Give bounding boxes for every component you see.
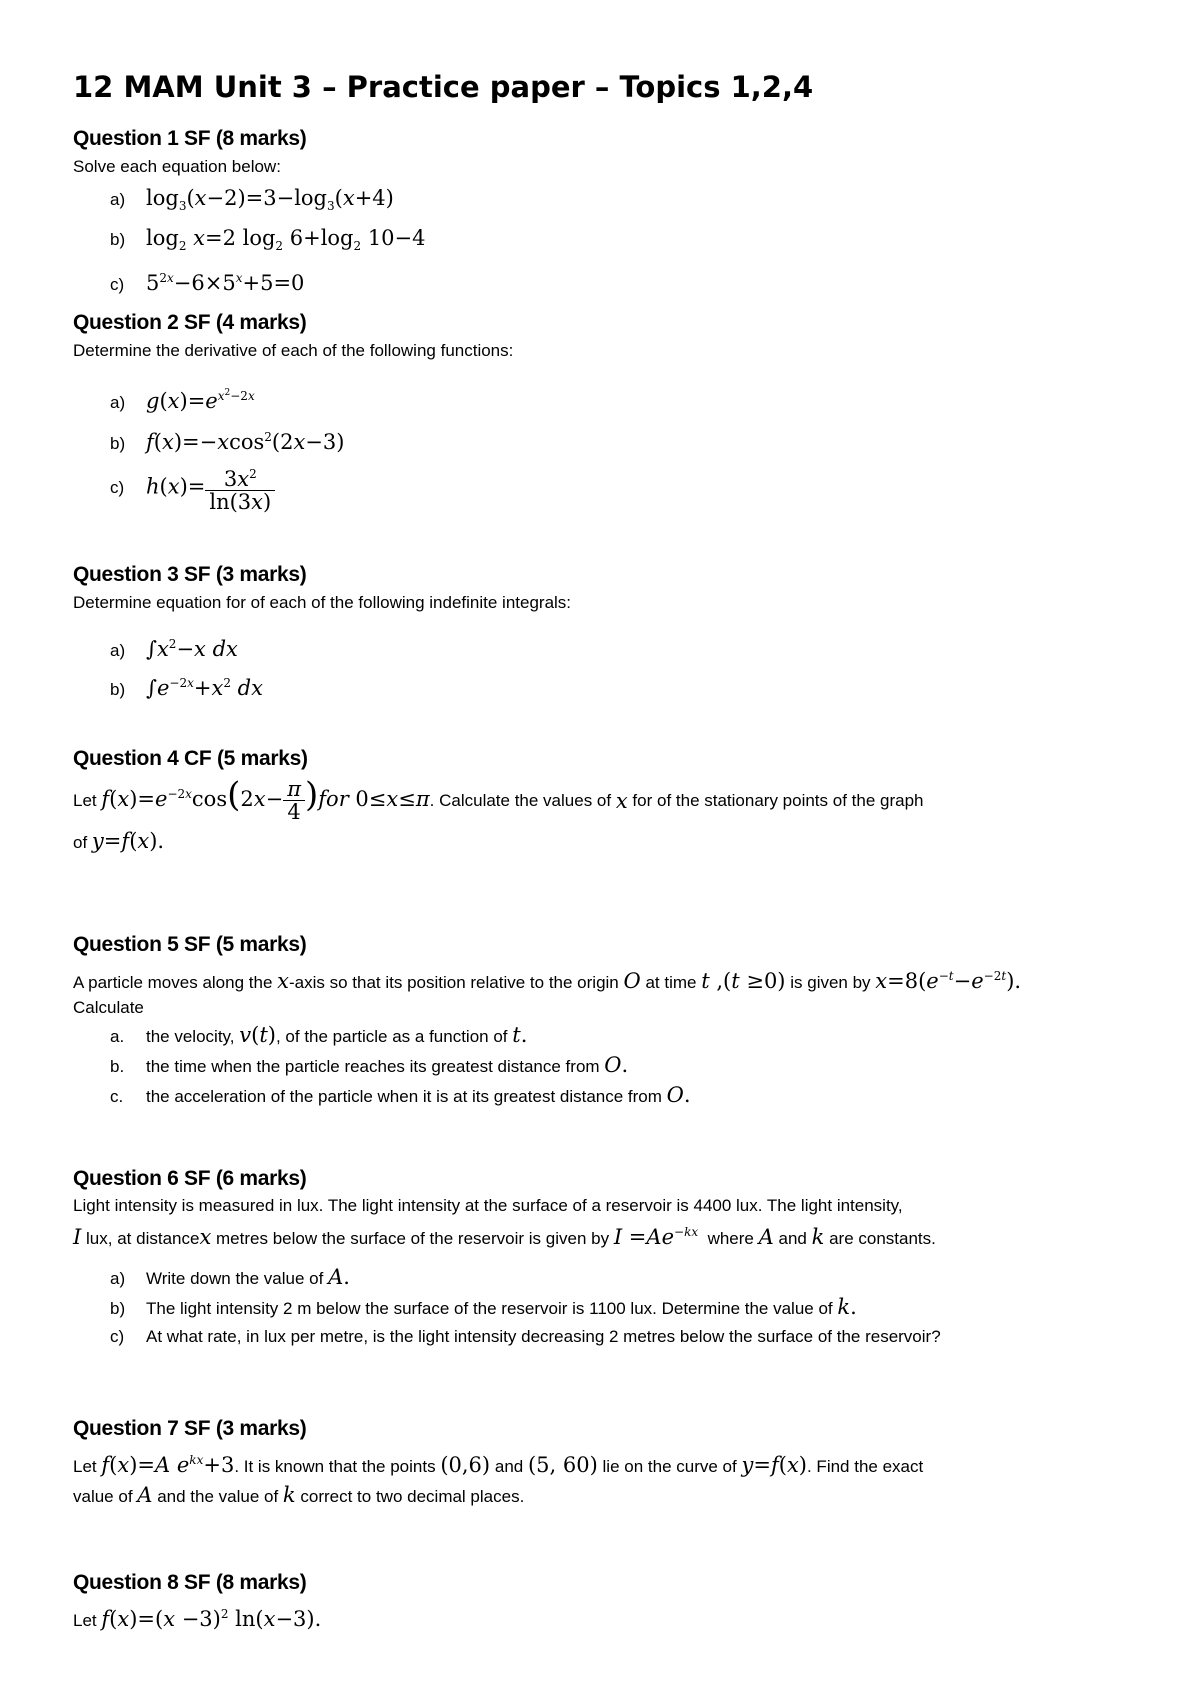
question-7-line-2: value of A and the value of k correct to two decimal places. [73, 1483, 525, 1507]
question-1-items [73, 182, 1133, 301]
fraction: $\frac{\pi}{4}$ [283, 778, 305, 823]
function-definition: $f(x)=e^{-2x}\cos(2x-$ $\frac{\pi}{4}$ )for 0≤x≤π [101, 775, 430, 824]
question-2 [73, 310, 1133, 513]
equation: $g(x)=e^{x^2-2x}$ [146, 388, 255, 413]
question-6-line-2: I lux, at distancex metres below the surface of the reservoir is given by $I =Ae^{-kx}$ where A and k are constants. [73, 1225, 936, 1249]
item-label: b) [110, 230, 126, 250]
question-5-calculate: Calculate [73, 998, 144, 1017]
question-5-line-1: A particle moves along the x-axis so that its position relative to the origin O at time t ,(t ≥0) is given by $x=8(e^{-t}-e^{-2t})$. [73, 969, 1022, 993]
question-3-heading: Question 3 SF (3 marks) [73, 563, 307, 586]
equation: $5^{2x}-6\times 5^x+5=0$ [146, 271, 305, 296]
question-6-item-b: b) The light intensity 2 m below the surface of the reservoir is 1100 lux. Determine the value of k. [110, 1295, 857, 1319]
equation: $\log_3(x-2)=3-\log_3(x+4)$ [146, 186, 394, 214]
question-3-item-a [73, 628, 1133, 667]
question-3-items [73, 628, 1133, 706]
question-5-heading: Question 5 SF (5 marks) [73, 933, 307, 956]
question-1-heading: Question 1 SF (8 marks) [73, 127, 307, 150]
question-2-item-b [73, 420, 1133, 461]
item-label: a) [110, 190, 126, 209]
question-7-heading: Question 7 SF (3 marks) [73, 1417, 307, 1440]
question-2-item-c [73, 463, 1133, 513]
fraction: $\frac{3x^2}{\ln(3x)}$ [205, 463, 275, 513]
question-4-line-2: of y=f(x). [73, 829, 165, 853]
question-4 [73, 746, 1133, 857]
question-8 [73, 1570, 1133, 1635]
item-label: a) [110, 393, 126, 412]
question-6-item-c: c) At what rate, in lux per metre, is the light intensity decreasing 2 metres below the surface of the reservoir? [110, 1327, 941, 1346]
question-5 [73, 932, 1133, 1111]
question-1-intro: Solve each equation below: [73, 157, 281, 176]
question-5-item-c: c. the acceleration of the particle when it is at its greatest distance from O. [110, 1083, 691, 1107]
question-3-item-b [73, 667, 1133, 706]
question-6-items [73, 1263, 1133, 1351]
equation: $\log_2 x=2$ $\log_2 6+\log_2$ 10−4 [146, 226, 426, 254]
question-1-item-c [73, 262, 1133, 301]
item-label: a) [110, 641, 126, 660]
integral: $\int e^{-2x}+x^2$ dx [146, 676, 263, 700]
question-2-item-a [73, 376, 1133, 420]
question-1-item-b [73, 222, 1133, 262]
question-3 [73, 562, 1133, 706]
question-6-heading: Question 6 SF (6 marks) [73, 1167, 307, 1190]
question-6 [73, 1166, 1133, 1351]
item-label: b) [110, 434, 126, 453]
integral: $\int x^2-x$ dx [146, 637, 238, 661]
question-5-items [73, 1021, 1133, 1111]
item-label: c) [110, 478, 125, 497]
question-4-heading: Question 4 CF (5 marks) [73, 747, 308, 770]
question-2-heading: Question 2 SF (4 marks) [73, 311, 307, 334]
question-5-item-a: a. the velocity, v(t), of the particle as a function of t. [110, 1023, 528, 1047]
item-label: c) [110, 275, 125, 295]
question-1 [73, 126, 1133, 301]
question-8-line-1: Let $f(x)=(x -3)^2$ ln(x−3). [73, 1607, 322, 1631]
question-3-intro: Determine equation for of each of the following indefinite integrals: [73, 593, 572, 612]
question-1-item-a [73, 182, 1133, 222]
question-2-intro: Determine the derivative of each of the following functions: [73, 341, 514, 360]
question-8-heading: Question 8 SF (8 marks) [73, 1571, 307, 1594]
question-7 [73, 1416, 1133, 1511]
question-7-line-1: Let f(x)=A $e^{kx}+3$. It is known that the points (0,6) and (5, 60) lie on the curve of y=f(x). Find the exact [73, 1453, 924, 1477]
question-5-item-b: b. the time when the particle reaches its greatest distance from O. [110, 1053, 629, 1077]
question-6-item-a: a) Write down the value of A. [110, 1265, 350, 1289]
equation: h(x)= $\frac{3x^2}{\ln(3x)}$ [146, 463, 275, 513]
item-label: b) [110, 680, 126, 699]
equation: f(x)=−xcos$^2$(2x−3) [146, 430, 345, 454]
question-4-line-1: Let $f(x)=e^{-2x}\cos(2x-$ $\frac{\pi}{4}$ )for 0≤x≤π . Calculate the values of x for of the stationary points of the graph [73, 775, 924, 824]
page-title: 12 MAM Unit 3 – Practice paper – Topics 1,2,4 [73, 70, 814, 104]
question-2-items [73, 376, 1133, 513]
question-6-line-1: Light intensity is measured in lux. The light intensity at the surface of a reservoir is 4400 lux. The light intensity, [73, 1196, 903, 1215]
